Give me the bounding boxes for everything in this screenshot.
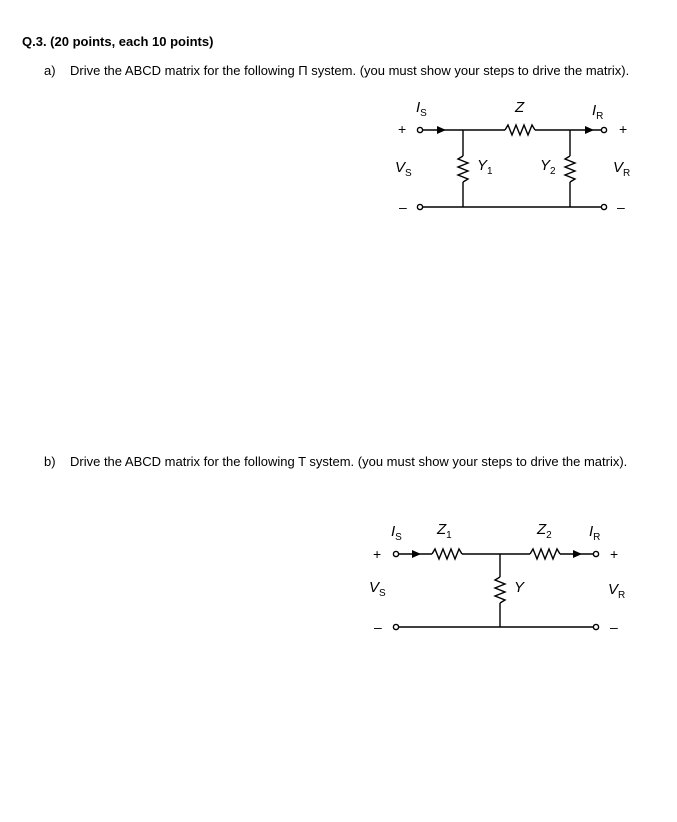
- part-a-text: Drive the ABCD matrix for the following Π system. (you must show your steps to drive the matrix).: [70, 63, 630, 78]
- pi-plus-sending: +: [398, 121, 407, 137]
- pi-label-ir: $I_R$: [592, 102, 604, 122]
- t-label-y: Y: [514, 579, 525, 596]
- t-current-arrow-receiving: [573, 550, 582, 558]
- t-label-vs: $V_S$: [369, 579, 386, 599]
- t-shunt-admittance-y: [495, 577, 505, 603]
- t-label-is: $I_S$: [391, 523, 402, 543]
- t-label-ir: $I_R$: [589, 523, 601, 543]
- pi-label-y2: $Y_2$: [540, 157, 556, 177]
- t-current-arrow-sending: [412, 550, 421, 558]
- t-label-z1: $Z_1$: [437, 521, 452, 541]
- question-title: Q.3. (20 points, each 10 points): [22, 34, 214, 49]
- t-series-impedance-z1: [432, 549, 462, 559]
- pi-label-vs: $V_S$: [395, 159, 412, 179]
- t-terminal-sending-top: [393, 551, 398, 556]
- pi-minus-sending: –: [399, 199, 407, 215]
- t-terminal-receiving-bottom: [593, 624, 598, 629]
- t-terminal-sending-bottom: [393, 624, 398, 629]
- pi-label-vr: $V_R$: [613, 159, 631, 179]
- part-a-label: a): [44, 63, 56, 78]
- t-label-z2: $Z_2$: [537, 521, 552, 541]
- t-minus-receiving: –: [610, 619, 618, 635]
- pi-minus-receiving: –: [617, 199, 625, 215]
- part-b-label: b): [44, 454, 56, 469]
- pi-plus-receiving: +: [619, 121, 628, 137]
- pi-label-y1: $Y_1$: [477, 157, 493, 177]
- t-plus-sending: +: [373, 546, 382, 562]
- t-label-vr: $V_R$: [608, 581, 626, 601]
- part-b-text: Drive the ABCD matrix for the following T system. (you must show your steps to drive the matrix).: [70, 454, 628, 469]
- pi-label-is: $I_S$: [416, 99, 427, 119]
- pi-label-z: Z: [515, 99, 525, 116]
- t-plus-receiving: +: [610, 546, 619, 562]
- t-terminal-receiving-top: [593, 551, 598, 556]
- t-minus-sending: –: [374, 619, 382, 635]
- t-series-impedance-z2: [530, 549, 560, 559]
